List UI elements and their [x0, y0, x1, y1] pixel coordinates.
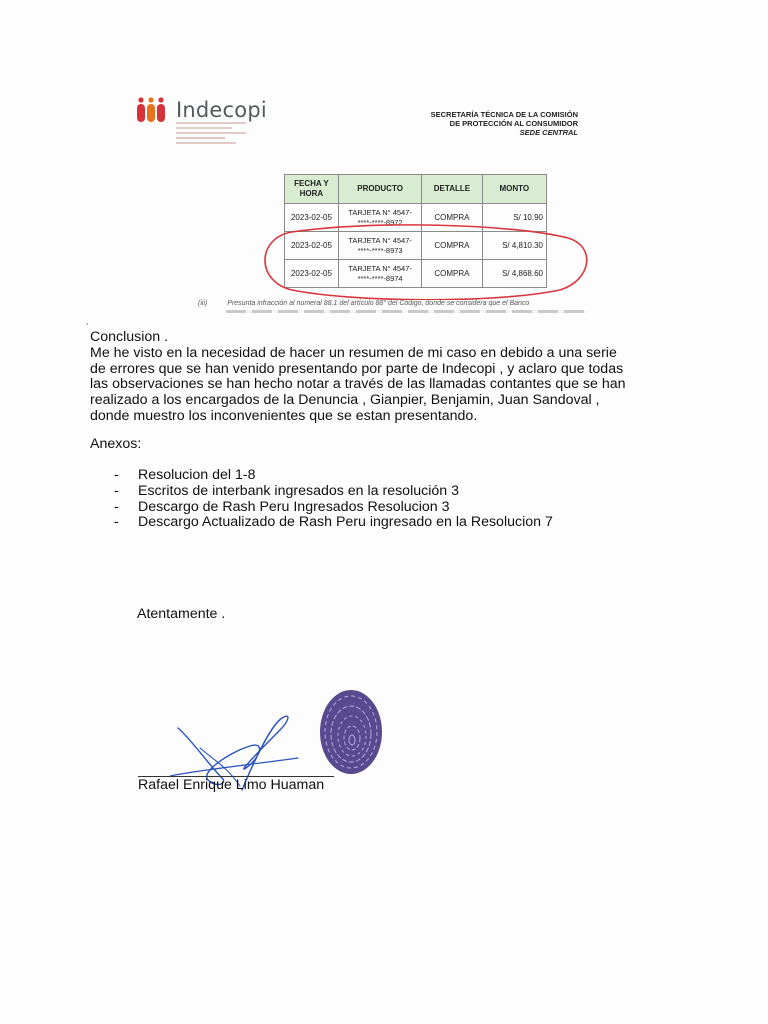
list-item: - Resolucion del 1-8: [110, 468, 553, 484]
cell-producto-line-2: ****-****-8973: [357, 245, 403, 255]
anexos-title: Anexos:: [90, 436, 142, 452]
cell-producto-line-1: TARJETA N° 4547-: [348, 263, 412, 273]
secretaria-line-2: DE PROTECCIÓN AL CONSUMIDOR: [449, 119, 578, 128]
conclusion-line-1: Me he visto en la necesidad de hacer un resumen de mi caso en debido a una serie: [90, 344, 617, 361]
conclusion-title: Conclusion .: [90, 329, 169, 345]
indecopi-logo: [136, 97, 267, 123]
column-header-producto: PRODUCTO: [338, 175, 421, 204]
secretaria-heading: [380, 110, 578, 137]
cell-producto-line-1: TARJETA N° 4547-: [348, 235, 412, 245]
cell-fecha: 2023-02-05: [285, 232, 339, 260]
footnote-number: (iii): [198, 300, 208, 307]
cell-monto: S/ 10.90: [482, 204, 546, 232]
footnote-text: Presunta infracción al numeral 88.1 del artículo 88° del Código, donde se considera que el Banco: [227, 300, 530, 307]
column-header-fecha: FECHA Y HORA: [285, 175, 339, 204]
cell-monto: S/ 4,810.30: [482, 232, 546, 260]
cell-producto-line-2: ****-****-8972: [357, 217, 403, 227]
conclusion-section: [90, 330, 650, 425]
margin-mark: ,: [86, 317, 89, 326]
cell-monto: S/ 4,868.60: [482, 260, 546, 288]
logo-text: Indecopi: [176, 98, 267, 122]
cell-producto-line-1: TARJETA N° 4547-: [348, 207, 412, 217]
conclusion-line-2: de errores que se han venido presentando por parte de Indecopi , y aclaro que todas: [90, 360, 624, 377]
sede-central: SEDE CENTRAL: [519, 128, 578, 137]
cell-detalle: COMPRA: [422, 260, 482, 288]
list-item: - Escritos de interbank ingresados en la resolución 3: [110, 484, 553, 500]
logo-subtitle-lines: [176, 122, 246, 147]
table-header-row: [285, 175, 547, 204]
red-highlight-ellipse: [262, 224, 590, 300]
list-item: - Descargo Actualizado de Rash Peru ingresado en la Resolucion 7: [110, 515, 553, 531]
conclusion-line-5: donde muestro los inconvenientes que se estan presentando.: [90, 407, 478, 424]
cell-fecha: 2023-02-05: [285, 260, 339, 288]
cell-fecha: 2023-02-05: [285, 204, 339, 232]
anexos-list: [110, 468, 553, 531]
cropped-text-remnant: [226, 310, 586, 313]
cell-detalle: COMPRA: [422, 204, 482, 232]
cell-producto-line-2: ****-****-8974: [357, 273, 403, 283]
cell-detalle: COMPRA: [422, 232, 482, 260]
secretaria-line-1: SECRETARÍA TÉCNICA DE LA COMISIÓN: [430, 110, 578, 119]
closing-salutation: Atentamente .: [137, 606, 226, 622]
fingerprint-mark: [316, 688, 386, 780]
conclusion-line-4: realizado a los encargados de la Denuncia , Gianpier, Benjamin, Juan Sandoval ,: [90, 392, 600, 409]
column-header-detalle: DETALLE: [422, 175, 482, 204]
indecopi-logo-icon: [136, 97, 172, 123]
footnote: [198, 300, 598, 307]
list-item: - Descargo de Rash Peru Ingresados Resolucion 3: [110, 500, 553, 516]
conclusion-line-3: las observaciones se han hecho notar a través de las llamadas contantes que se han: [90, 376, 626, 393]
column-header-monto: MONTO: [482, 175, 546, 204]
signer-name: Rafael Enrique Limo Huaman: [138, 777, 325, 793]
